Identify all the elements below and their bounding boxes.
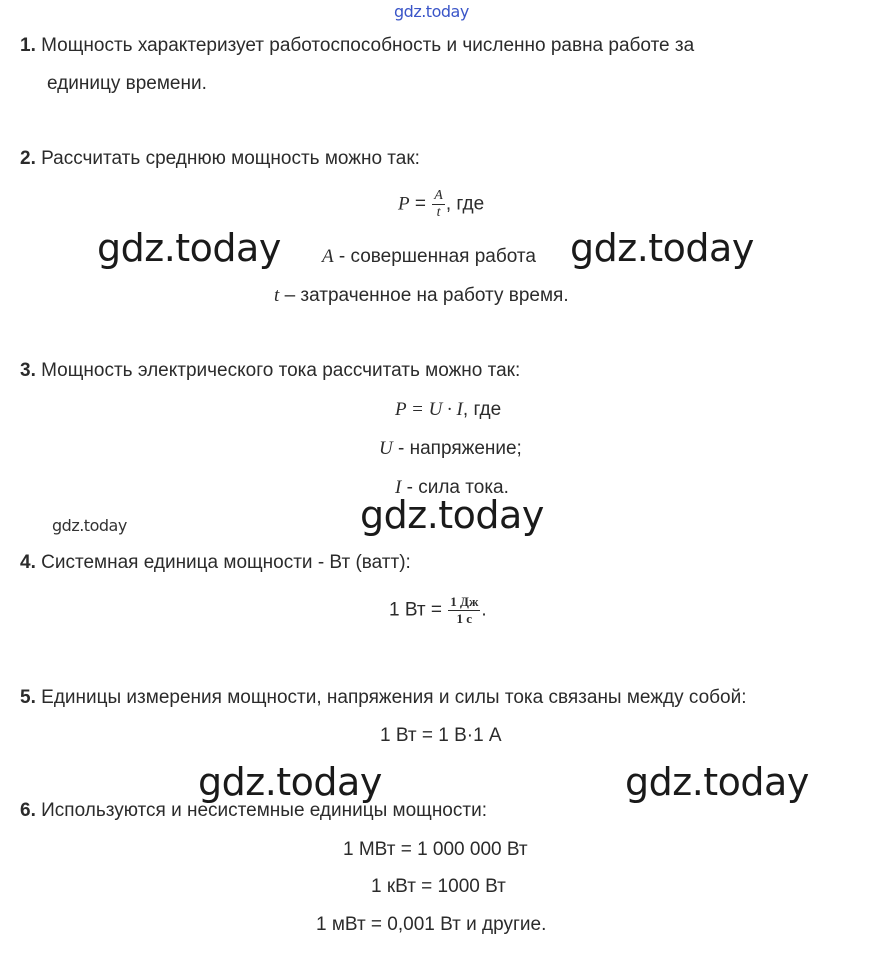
watermark: gdz.today <box>360 493 544 537</box>
item-number: 2. <box>20 148 36 169</box>
item-text: Используются и несистемные единицы мощности: <box>41 800 487 821</box>
item-text: Мощность характеризует работоспособность и численно равна работе за <box>41 35 695 56</box>
watermark: gdz.today <box>570 226 754 270</box>
item-1-line2: единицу времени. <box>47 73 207 94</box>
watermark-top: gdz.today <box>394 2 469 21</box>
item-number: 1. <box>20 35 36 56</box>
unit-line-kilowatt: 1 кВт = 1000 Вт <box>371 876 506 897</box>
item-number: 6. <box>20 800 36 821</box>
formula-watt: 1 Вт = $\frac{1 Дж}{1 с}$ . <box>389 594 487 626</box>
watermark: gdz.today <box>97 226 281 270</box>
item-text: Единицы измерения мощности, напряжения и силы тока связаны между собой: <box>41 687 747 708</box>
formula-power-average: P = $\frac{A}{t}$ , где <box>398 188 485 220</box>
definition-time: t – затраченное на работу время. <box>274 285 569 306</box>
formula-electric-power: P = U · I, где <box>395 399 502 420</box>
item-text: Рассчитать среднюю мощность можно так: <box>41 148 420 169</box>
unit-line-megawatt: 1 МВт = 1 000 000 Вт <box>343 839 528 860</box>
formula-units: 1 Вт = 1 В·1 А <box>380 725 502 746</box>
definition-voltage: U - напряжение; <box>379 438 522 459</box>
item-number: 3. <box>20 360 36 381</box>
watermark: gdz.today <box>198 760 382 804</box>
unit-line-milliwatt: 1 мВт = 0,001 Вт и другие. <box>316 914 547 935</box>
item-5 <box>20 686 746 710</box>
item-1 <box>20 34 694 58</box>
item-number: 5. <box>20 687 36 708</box>
watermark: gdz.today <box>625 760 809 804</box>
definition-current: I - сила тока. <box>395 477 509 498</box>
fraction: $\frac{A}{t}$ <box>434 188 443 220</box>
item-number: 4. <box>20 552 36 573</box>
fraction: $\frac{1 Дж}{1 с}$ <box>450 594 479 626</box>
item-text: Мощность электрического тока рассчитать можно так: <box>41 360 521 381</box>
watermark-small: gdz.today <box>52 516 127 535</box>
item-4 <box>20 551 411 575</box>
item-2 <box>20 147 420 171</box>
item-6 <box>20 799 487 823</box>
item-3 <box>20 359 520 383</box>
item-text: Системная единица мощности - Вт (ватт): <box>41 552 411 573</box>
definition-work: A - совершенная работа <box>322 246 536 267</box>
